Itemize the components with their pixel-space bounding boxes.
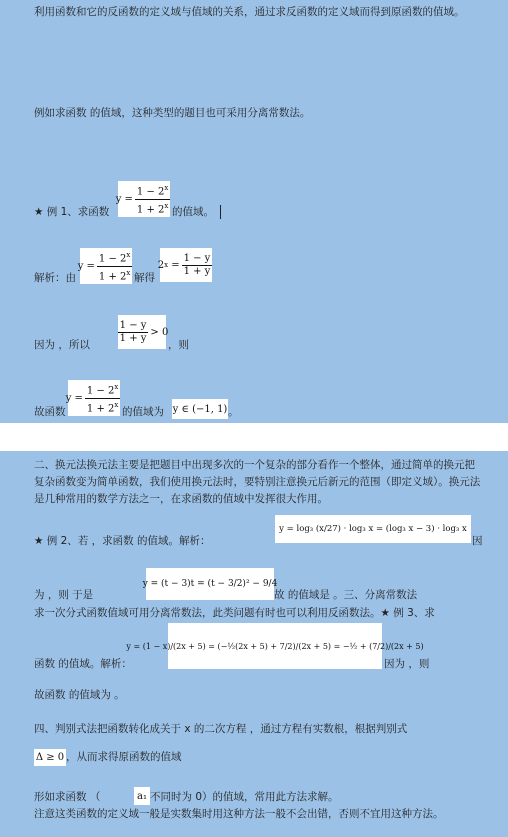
solution-prefix: 解析：由 <box>34 272 76 284</box>
discriminant-tail: ，从而求得原函数的值域 <box>66 751 182 763</box>
formula-lhs: y = <box>65 392 83 404</box>
text-cursor <box>220 205 221 219</box>
formula-fraction <box>97 249 132 283</box>
function-line: 函数 的值域。解析： <box>34 658 132 670</box>
intro-paragraph: 利用函数和它的反函数的定义域与值域的关系，通过求反函数的定义域而得到原函数的值域。 <box>34 6 465 18</box>
formula-lhs: y = <box>77 260 95 272</box>
example-2-line: ★ 例 2、若 ，求函数 的值域。解析： <box>34 535 211 547</box>
range-label: 的值域为 <box>122 406 164 418</box>
exponent: x <box>164 184 169 193</box>
separation-line: 求一次分式函数值域可用分离常数法，此类问题有时也可以利用反函数法。★ 例 3、求 <box>34 607 435 619</box>
content-panel-2 <box>0 451 508 837</box>
then-text: ，则 <box>168 339 189 351</box>
exponent: x <box>114 400 119 409</box>
fraction-numerator: 1 − y <box>183 252 211 264</box>
formula-example-1 <box>115 181 170 217</box>
formula-inequality <box>118 315 169 349</box>
exponent: x <box>114 383 119 392</box>
formula-example-3: y = (1 − x)/(2x + 5) = (−½(2x + 5) + 7/2)/(2x + 5) = −½ + (7/2)/(2x + 5) <box>168 623 382 669</box>
fraction-denominator: 1 + y <box>183 265 211 277</box>
formula-fraction <box>182 253 213 278</box>
formula-example-2: y = log₃ (x/27) · log₃ x = (log₃ x − 3) · log₃ x <box>275 515 471 543</box>
fraction-numerator: 1 − 2 <box>136 186 165 198</box>
substitution-heading: 二、换元法换元法主要是把题目中出现多次的一个复杂的部分看作一个整体，通过简单的换元把复杂函数变为简单函数，我们使用换元法时，要特别注意换元后新元的范围（即定义域）。换元法是几种常用的数学方法之一，在求函数的值域中发挥很大作用。 <box>34 459 481 505</box>
exponent: x <box>126 251 131 260</box>
formula-fraction <box>118 320 149 345</box>
formula-delta: Δ ≥ 0 <box>34 749 66 766</box>
fraction-numerator: 1 − 2 <box>98 253 127 265</box>
discriminant-heading: 四、判别式法把函数转化成关于 x 的二次方程 ，通过方程有实数根，根据判别式 <box>34 723 408 735</box>
note-line: 注意这类函数的定义域一般是实数集时用这种方法一般不会出错，否则不宜用这种方法。 <box>34 808 444 820</box>
formula-a1: a₁ <box>134 787 150 805</box>
base-two: 2 <box>157 259 165 271</box>
formula-range: y ∈ (−1, 1) <box>172 399 228 419</box>
example-1-tail: 的值域。 <box>172 206 214 218</box>
fraction-denominator: 1 + 2 <box>98 270 127 282</box>
formula-fraction <box>85 381 120 415</box>
exponent: x <box>126 268 131 277</box>
fraction-denominator: 1 + 2 <box>136 203 165 215</box>
because-char: 因 <box>472 535 483 547</box>
formula-solution-2: 2 x = $\frac{1 - y}{1 + y}$ <box>160 248 212 282</box>
fraction-numerator: 1 − 2 <box>86 385 115 397</box>
fraction-numerator: 1 − y <box>119 319 147 331</box>
fraction-denominator: 1 + y <box>119 332 147 344</box>
formula-therefore <box>65 380 120 416</box>
because-line: 因为 ，所以 <box>34 339 90 351</box>
exponent: x <box>164 201 169 210</box>
solution-jiede: 解得 <box>134 272 155 284</box>
therefore-line-2: 故函数 的值域为 。 <box>34 689 125 701</box>
therefore-prefix: 故函数 <box>34 406 66 418</box>
exponent: x <box>164 261 169 269</box>
fraction-denominator: 1 + 2 <box>86 402 115 414</box>
example-line: 例如求函数 的值域，这种类型的题目也可采用分离常数法。 <box>34 107 311 119</box>
example-1-label: ★ 例 1、求函数 <box>34 206 110 218</box>
because-line-2: 因为 ，则 <box>384 658 430 670</box>
formula-solution-1 <box>77 248 132 284</box>
form-line: 形如求函数 （ <box>34 791 101 803</box>
formula-t: y = (t − 3)t = (t − 3/2)² − 9/4 <box>146 568 274 600</box>
inequality-tail: > 0 <box>150 326 169 338</box>
form-line-tail: 不同时为 0）的值域，常用此方法求解。 <box>150 791 339 803</box>
formula-fraction <box>135 182 170 216</box>
formula-lhs: y = <box>115 193 133 205</box>
substitution-line: 为 ，则 于是 <box>34 589 94 601</box>
period: 。 <box>228 406 239 418</box>
range-line: 故 的值域是 。三、分离常数法 <box>274 589 418 601</box>
